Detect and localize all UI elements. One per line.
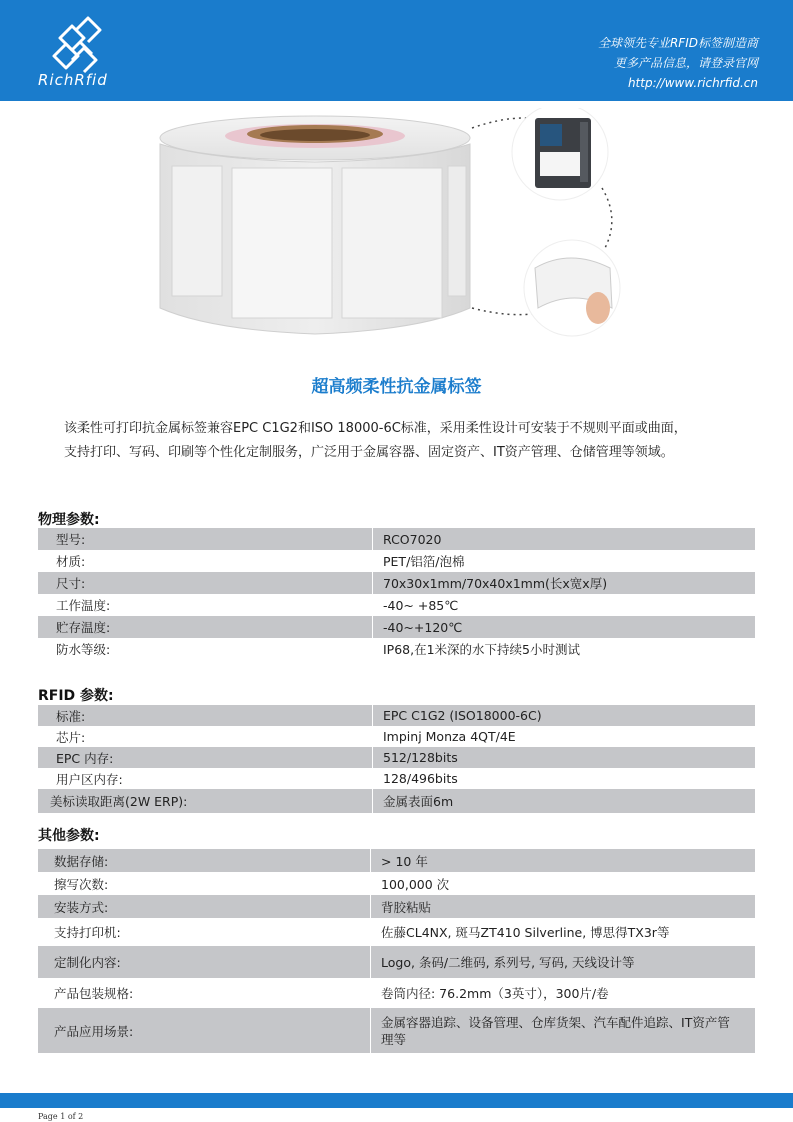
spec-value: -40~+120℃ [373,616,756,638]
tagline-line2: 更多产品信息，请登录官网 [613,56,758,70]
spec-value: EPC C1G2 (ISO18000-6C) [373,705,756,726]
spec-row [38,768,755,789]
spec-key: 支持打印机: [38,918,371,946]
product-title: 超高频柔性抗金属标签 [311,377,482,397]
spec-value: Logo, 条码/二维码, 系列号, 写码, 天线设计等 [371,946,756,978]
spec-key: EPC 内存: [38,747,373,768]
spec-key: 工作温度: [38,594,373,616]
spec-value: 卷筒内径: 76.2mm（3英寸），300片/卷 [371,978,756,1008]
spec-value: 100,000 次 [371,872,756,895]
spec-row [38,550,755,572]
spec-key: 芯片: [38,726,373,747]
footer-divider [0,1107,793,1108]
spec-key: 定制化内容: [38,946,371,978]
spec-key: 产品应用场景: [38,1008,371,1053]
spec-row [38,946,755,978]
spec-row [38,895,755,918]
brand-name: RichRfid [38,71,108,89]
product-hero-image [150,108,630,348]
spec-row [38,638,755,660]
spec-key: 数据存储: [38,849,371,872]
spec-value: 背胶粘贴 [371,895,756,918]
website-link[interactable]: http://www.richrfid.cn [627,76,758,90]
spec-value: 512/128bits [373,747,756,768]
spec-value: > 10 年 [371,849,756,872]
spec-value: IP68,在1米深的水下持续5小时测试 [373,638,756,660]
spec-key: 材质: [38,550,373,572]
spec-key: 美标读取距离(2W ERP): [38,789,373,813]
spec-key: 防水等级: [38,638,373,660]
spec-row [38,726,755,747]
spec-row [38,1008,755,1053]
intro-line2: 支持打印、写码、印刷等个性化定制服务，广泛用于金属容器、固定资产、IT资产管理、仓储管理等领域。 [64,445,674,460]
page-header [0,0,793,101]
other-spec-table [38,849,755,1053]
physical-section-heading: 物理参数: [38,512,100,528]
spec-value: PET/铝箔/泡棉 [373,550,756,572]
spec-row [38,849,755,872]
spec-value: RCO7020 [373,528,756,550]
intro-line1: 该柔性可打印抗金属标签兼容EPC C1G2和ISO 18000-6C标准，采用柔性设计可安装于不规则平面或曲面， [64,421,687,436]
other-section-heading: 其他参数: [38,828,100,844]
tagline-line1: 全球领先专业RFID标签制造商 [597,36,758,50]
spec-key: 产品包装规格: [38,978,371,1008]
spec-value: 金属容器追踪、设备管理、仓库货架、汽车配件追踪、IT资产管理等 [371,1008,756,1053]
spec-key: 标准: [38,705,373,726]
spec-value: -40~ +85℃ [373,594,756,616]
header-tagline [598,33,758,93]
spec-row [38,705,755,726]
spec-value: Impinj Monza 4QT/4E [373,726,756,747]
spec-key: 安装方式: [38,895,371,918]
page-number: Page 1 of 2 [38,1112,84,1121]
spec-key: 用户区内存: [38,768,373,789]
spec-key: 尺寸: [38,572,373,594]
rfid-section-heading: RFID 参数: [38,688,114,704]
spec-row [38,747,755,768]
spec-row [38,528,755,550]
spec-row [38,789,755,813]
spec-row [38,616,755,638]
spec-value: 金属表面6m [373,789,756,813]
physical-spec-table [38,528,755,660]
product-intro [64,417,744,465]
spec-key: 擦写次数: [38,872,371,895]
spec-row [38,572,755,594]
footer-bar [0,1093,793,1107]
spec-row [38,594,755,616]
spec-key: 型号: [38,528,373,550]
spec-key: 贮存温度: [38,616,373,638]
spec-row [38,872,755,895]
spec-value: 70x30x1mm/70x40x1mm(长x宽x厚) [373,572,756,594]
spec-value: 佐藤CL4NX, 斑马ZT410 Silverline, 博思得TX3r等 [371,918,756,946]
spec-value: 128/496bits [373,768,756,789]
rfid-spec-table [38,705,755,813]
spec-row [38,978,755,1008]
spec-row [38,918,755,946]
